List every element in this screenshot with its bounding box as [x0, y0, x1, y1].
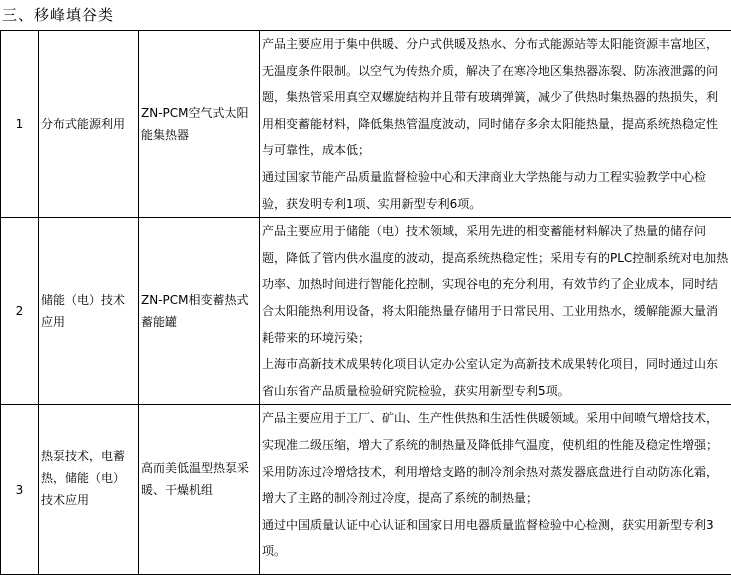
description-main: 产品主要应用于集中供暖、分户式供暖及热水、分布式能源站等太阳能资源丰富地区，无温度条件限制。以空气为传热介质，解决了在寒冷地区集热器冻裂、防冻液泄露的问题，集热管采用真空双螺旋结构并且带有玻璃弹簧，减少了供热时集热器的热损失，利用相变蓄能材料，降低集热管温度波动，同时储存多余太阳能热量，提高系统热稳定性与可靠性，成本低；	[262, 31, 729, 164]
table-row	[1, 31, 731, 218]
product-table	[0, 30, 731, 575]
row-number: 2	[1, 218, 39, 405]
row-number: 1	[1, 31, 39, 218]
description-main: 产品主要应用于储能（电）技术领域，采用先进的相变蓄能材料解决了热量的储存问题，降低了管内供水温度的波动，提高系统热稳定性；采用专有的PLC控制系统对电加热功率、加热时间进行智能化控制，实现谷电的充分利用，有效节约了企业成本，同时结合太阳能热利用设备，将太阳能热量存储用于日常民用、工业用热水，缓解能源大量消耗带来的环境污染；	[262, 218, 729, 351]
application-field: 分布式能源利用	[39, 31, 139, 218]
description-certification: 通过中国质量认证中心认证和国家日用电器质量监督检验中心检测，获实用新型专利3项。	[262, 512, 729, 565]
application-field: 储能（电）技术应用	[39, 218, 139, 405]
product-description	[260, 218, 731, 405]
product-name: 高而美低温型热泵采暖、干燥机组	[139, 405, 260, 575]
description-certification: 上海市高新技术成果转化项目认定办公室认定为高新技术成果转化项目，同时通过山东省山东省产品质量检验研究院检验，获实用新型专利5项。	[262, 351, 729, 404]
product-description	[260, 31, 731, 218]
table-row	[1, 218, 731, 405]
application-field: 热泵技术，电蓄热，储能（电）技术应用	[39, 405, 139, 575]
description-certification: 通过国家节能产品质量监督检验中心和天津商业大学热能与动力工程实验教学中心检验，获发明专利1项、实用新型专利6项。	[262, 164, 729, 217]
product-name: ZN-PCM空气式太阳能集热器	[139, 31, 260, 218]
table-row	[1, 405, 731, 575]
product-description	[260, 405, 731, 575]
description-main: 产品主要应用于工厂、矿山、生产性供热和生活性供暖领域。采用中间喷气增焓技术，实现准二级压缩，增大了系统的制热量及降低排气温度，使机组的性能及稳定性增强；采用防冻过冷增焓技术，利用增焓支路的制冷剂余热对蒸发器底盘进行自动防冻化霜，增大了主路的制冷剂过冷度，提高了系统的制热量；	[262, 405, 729, 511]
section-title: 三、移峰填谷类	[0, 0, 731, 30]
row-number: 3	[1, 405, 39, 575]
product-name: ZN-PCM相变蓄热式蓄能罐	[139, 218, 260, 405]
